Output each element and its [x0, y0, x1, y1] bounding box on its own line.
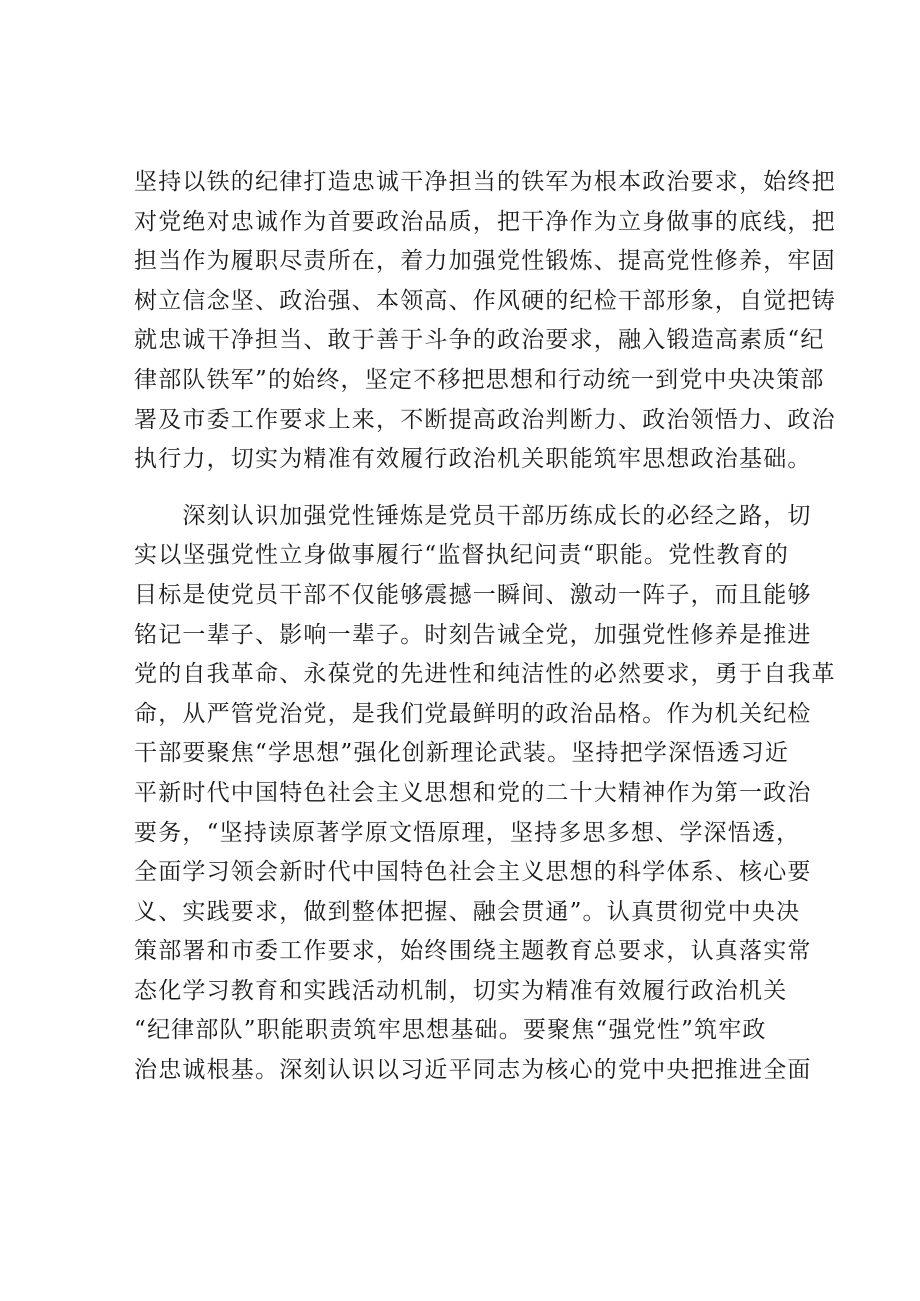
- text-line: 党的自我革命、永葆党的先进性和纯洁性的必然要求，勇于自我革: [134, 661, 836, 688]
- text-line: 署及市委工作要求上来，不断提高政治判断力、政治领悟力、政治: [134, 406, 836, 433]
- text-line: 树立信念坚、政治强、本领高、作风硬的纪检干部形象，自觉把铸: [134, 287, 836, 314]
- text-line: 律部队铁军”的始终，坚定不移把思想和行动统一到党中央决策部: [134, 366, 825, 393]
- text-line: 义、实践要求，做到整体把握、融会贯通”。认真贯彻党中央决: [134, 898, 801, 925]
- text-line: 策部署和市委工作要求，始终围绕主题教育总要求，认真落实常: [134, 938, 812, 965]
- paragraph-2: [134, 497, 836, 1091]
- text-line: 干部要聚焦“学思想”强化创新理论武装。坚持把学深悟透习近: [134, 740, 790, 767]
- text-line: 要务，“坚持读原著学原文悟原理，坚持多思多想、学深悟透，: [134, 819, 801, 846]
- text-line: 目标是使党员干部不仅能够震撼一瞬间、激动一阵子，而且能够: [134, 581, 812, 608]
- text-line: 全面学习领会新时代中国特色社会主义思想的科学体系、核心要: [134, 859, 812, 886]
- text-line: 命，从严管党治党，是我们党最鲜明的政治品格。作为机关纪检: [134, 700, 812, 727]
- text-line: 深刻认识加强党性锤炼是党员干部历练成长的必经之路，切: [134, 502, 812, 529]
- text-line: 铭记一辈子、影响一辈子。时刻告诫全党，加强党性修养是推进: [134, 621, 812, 648]
- text-line: 态化学习教育和实践活动机制，切实为精准有效履行政治机关: [134, 977, 788, 1004]
- text-line: 实以坚强党性立身做事履行“监督执纪问责“职能。党性教育的: [134, 542, 790, 569]
- text-line: “纪律部队”职能职责筑牢思想基础。要聚焦“强党性”筑牢政: [134, 1017, 767, 1044]
- text-line: 平新时代中国特色社会主义思想和党的二十大精神作为第一政治: [134, 779, 812, 806]
- text-line: 坚持以铁的纪律打造忠诚干净担当的铁军为根本政治要求，始终把: [134, 169, 836, 195]
- text-line: 执行力，切实为精准有效履行政治机关职能筑牢思想政治基础。: [134, 446, 812, 473]
- text-line: 就忠诚干净担当、敢于善于斗争的政治要求，融入锻造高素质“纪: [134, 327, 825, 354]
- paragraph-1: [134, 163, 836, 480]
- text-line: 治忠诚根基。深刻认识以习近平同志为核心的党中央把推进全面: [134, 1057, 812, 1084]
- document-body: [134, 163, 836, 1091]
- paragraph-spacer: [134, 480, 794, 497]
- text-line: 担当作为履职尽责所在，着力加强党性锻炼、提高党性修养，牢固: [134, 248, 836, 275]
- text-line: 对党绝对忠诚作为首要政治品质，把干净作为立身做事的底线，把: [134, 208, 836, 235]
